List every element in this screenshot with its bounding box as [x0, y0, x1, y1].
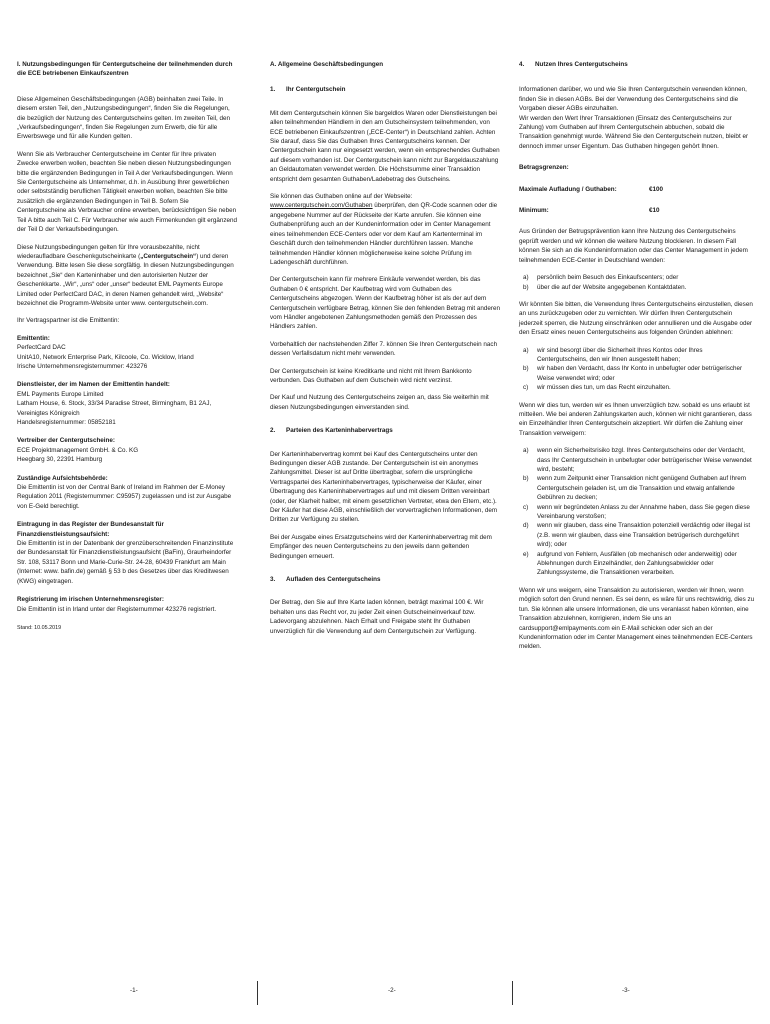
section-1-paragraph-2: Sie können das Guthaben online auf der Webseite: www.centergutschein.com/Guthaben überprüfen, den QR-Code scannen oder die angegebene Nummer auf der Rückseite der Karte anrufen. Sie können eine Guthabenprüfung auch an der Kundeninformation oder im Center Management eines teilnehmenden ECE-Centers oder vor dem Kauf am Kartenterminal im Geschäft durch den teilnehmenden Händler durchführen lassen. Manche teilnehmenden Händler können möglicherweise keine solche Prüfung im Ladengeschäft durchführen. [270, 193, 498, 266]
section-1-paragraph-3: Der Centergutschein kann für mehrere Einkäufe verwendet werden, bis das Guthaben 0 € entspricht. Der Kaufbetrag wird vom Guthaben des Centergutscheins abgezogen. Wenn der Kaufbetrag höher ist als der auf dem Centergutschein verfügbare Betrag, können Sie den fehlenden Betrag mit anderen vom Händler angebotenen Zahlungsmethoden gemäß den Prozessen des Händlers zahlen. [270, 276, 500, 331]
section-4-paragraph-1: Informationen darüber, wo und wie Sie Ihren Centergutschein verwenden können, finden Sie in diesen AGBs. Bei der Verwendung des Centergutscheins sind die Vorgaben dieser AGBs einzuhalten. Wir werden den Wert Ihrer Transaktionen (Einsatz des Centergutscheins zur Zahlung) vom Guthaben auf Ihrem Centergutschein abbuchen, sobald die Transaktion genehmigt wurde. Während Sie den Centergutschein nutzen, bleibt er dennoch immer unser Eigentum. Das Guthaben hingegen gehört Ihnen. [519, 86, 749, 150]
limit-min-label: Minimum: [519, 207, 549, 215]
heading-3: 3. Aufladen des Centergutscheins [270, 576, 381, 584]
partner-paragraph: Ihr Vertragspartner ist die Emittentin: [17, 317, 120, 325]
list-item: c) wenn wir begründeten Anlass zu der Annahme haben, dass Sie gegen diese Vereinbarung verstoßen; [523, 503, 750, 521]
section-4-paragraph-2: Aus Gründen der Betrugsprävention kann Ihre Nutzung des Centergutscheins geprüft werden und wir können die weitere Nutzung blockieren. In diesem Fall können Sie sich an die Kundeninformation oder das Center Management in jedem teilnehmenden ECE-Center in Deutschland wenden: [519, 228, 748, 264]
section-4-paragraph-5: Wenn wir uns weigern, eine Transaktion zu autorisieren, werden wir Ihnen, wenn möglich sofort den Grund nennen. Es sei denn, es wäre für uns rechtswidrig, dies zu tun. Sie können alle unsere Informationen, die uns veranlasst haben könnten, eine Transaktion abzulehnen, korrigieren, indem Sie uns an cardsupport@emlpayments.com ein E-Mail schicken oder sich an der Kundeninformation oder im Center Management eines teilnehmenden ECE-Centers melden. [519, 586, 755, 651]
registry-label: Registrierung im irischen Unternehmensregister: [17, 596, 164, 604]
document-title: I. Nutzungsbedingungen für Centergutscheine der teilnehmenden durch die ECE betriebenen Einkaufszentren [17, 61, 233, 78]
issuer-block [17, 334, 239, 372]
list-item: b) wenn zum Zeitpunkt einer Transaktion nicht genügend Guthaben auf Ihrem Centergutschein geladen ist, um die Transaktion und etwaig anfallende Gebühren zu decken; [523, 475, 746, 502]
limit-max-label: Maximale Aufladung / Guthaben: [519, 185, 617, 193]
service-provider-details: EML Payments Europe Limited Latham House, 6. Stock, 33/34 Paradise Street, Birmingham, B1 2AJ, Vereinigtes Königreich Handelsregisternummer: 05852181 [17, 390, 212, 426]
list-item: c) wir müssen dies tun, um das Recht einzuhalten. [523, 384, 671, 392]
section-1-paragraph-5: Der Centergutschein ist keine Kreditkarte und nicht mit Ihrem Bankkonto verbunden. Das Guthaben auf dem Gutschein wird nicht verzinst. [270, 367, 472, 384]
heading-2: 2. Parteien des Karteninhabervertrags [270, 427, 393, 435]
heading-4: 4. Nutzen Ihres Centergutscheins [519, 61, 628, 68]
distributor-details: ECE Projektmanagement GmbH. & Co. KG Heegbarg 30, 22391 Hamburg [17, 446, 139, 464]
consumer-paragraph: Wenn Sie als Verbraucher Centergutscheine im Center für Ihre privaten Zwecke erwerben wollen, beachten Sie neben diesen Nutzungsbedingungen bitte die ergänzenden Bedingungen in Teil A der Verkaufsbedingungen. Wenn Sie Centergutscheine als Unternehmer, d.h. in Ausübung Ihrer gewerblichen oder selbstständig beruflichen Tätigkeit erwerben wollen, beachten Sie bitte zusätzlich die ergänzenden Bedingungen in Teil B. Sofern Sie Centergutscheine als Verbraucher online erwerben, berücksichtigen Sie neben Teil A bitte auch Teil C. Für Verbraucher wie auch Firmenkunden gilt ergänzend der Teil D der Verkaufsbedingungen. [17, 150, 238, 234]
distributor-label: Vertreiber der Centergutscheine: [17, 437, 115, 445]
heading-1: 1. Ihr Centergutschein [270, 86, 346, 94]
section-2-paragraph-1: Der Karteninhabervertrag kommt bei Kauf des Centergutscheins unter den Bedingungen dieser AGB zustande. Der Centergutschein ist ein anonymes Zahlungsmittel. Dieser ist auf Dritte übertragbar, sofern die ursprüngliche Vertragspartei des Karteninhabervertrages, typischerweise der Käufer, einer Übertragung des Karteninhabervertrages auf und mit diesem Dritten vereinbart (oder, der Klarheit halber, mit einem gesetzlichen Vertreter, etwa den Eltern, etc.). Der Käufer hat diese AGB, einschließlich der vorvertraglichen Informationen, dem Dritten zur Verfügung zu stellen. [270, 450, 498, 524]
registry-block [17, 595, 239, 614]
refusal-reasons-list [519, 446, 755, 578]
service-provider-block [17, 380, 239, 427]
limit-max-value: €100 [649, 185, 664, 193]
limit-min-value: €10 [649, 207, 660, 215]
section-1-paragraph-6: Der Kauf und Nutzung des Centergutscheins zeigen an, dass Sie weiterhin mit diesen Nutzungsbedingungen einverstanden sind. [270, 394, 489, 411]
list-item: b) über die auf der Website angegebenen Kontaktdaten. [523, 283, 687, 291]
bafin-text: Die Emittentin ist in der Datenbank der grenzüberschreitenden Finanzinstitute der Bundesanstalt für Finanzdienstleistungsaufsicht (BaFin), Graurheindorfer Str. 108, 53117 Bonn und Marie-Curie-Str. 24-28, 60439 Frankfurt am Main (Internet: www. bafin.de) gemäß § 53 b des Gesetzes über das Kreditwesen (KWG) eingetragen. [17, 540, 234, 585]
column-2 [270, 60, 500, 644]
authority-label: Zuständige Aufsichtsbehörde: [17, 474, 108, 482]
contact-list [519, 273, 755, 292]
page-number-1: -1- [130, 987, 138, 994]
list-item: a) wir sind besorgt über die Sicherheit Ihres Kontos oder Ihres Centergutscheins, den wir Ihnen ausgestellt haben; [523, 346, 703, 363]
bafin-label: Eintragung in das Register der Bundesanstalt für Finanzdienstleistungsaufsicht: [17, 521, 164, 538]
scope-paragraph: Diese Nutzungsbedingungen gelten für Ihre vorausbezahlte, nicht wiederaufladbare Geschenkgutscheinkarte („Centergutschein“) und deren Verwendung. Bitte lesen Sie diese sorgfältig. In diesen Nutzungsbedingungen bezeichnet „Sie“ den Karteninhaber und den autorisierten Nutzer der Geschenkkarte. „Wir“, „uns“ oder „unser“ bedeutet EML Payments Europe Limited oder PerfectCard DAC, in deren Namen gehandelt wird, „Website“ bezeichnet die Programm-Website unter www. centergutschein.com. [17, 243, 234, 307]
block-reasons-list [519, 346, 755, 393]
authority-text: Die Emittentin ist von der Central Bank of Ireland im Rahmen der E-Money Regulation 2011 (Registernummer: C95957) zugelassen und ist zur Ausgabe von E-Geld berechtigt. [17, 484, 232, 510]
section-2-paragraph-2: Bei der Ausgabe eines Ersatzgutscheins wird der Karteninhabervertrag mit dem Empfänger des neuen Centergutscheins zu den jeweils dann geltenden Bedingungen erneuert. [270, 533, 492, 560]
page-number-2: -2- [388, 987, 396, 994]
page-divider [512, 981, 513, 1005]
list-item: e) aufgrund von Fehlern, Ausfällen (ob mechanisch oder anderweitig) oder Ablehnungen durch Einzelhändler, den Zahlungsabwickler oder Zahlungssysteme, die Transaktionen verarbeiten. [523, 550, 737, 577]
distributor-block [17, 436, 239, 464]
list-item: a) persönlich beim Besuch des Einkaufscenters; oder [523, 274, 679, 282]
page-number-3: -3- [622, 987, 630, 994]
list-item: a) wenn ein Sicherheitsrisiko bzgl. Ihres Centergutscheins oder der Verdacht, dass Ihr Centergutschein in unbefugter oder betrügerischer Weise verwendet wird, besteht; [523, 447, 752, 473]
issuer-details: PerfectCard DAC UnitA10, Network Enterprise Park, Kilcoole, Co. Wicklow, Irland Irische Unternehmensregisternummer: 423276 [17, 344, 194, 370]
issuer-label: Emittentin: [17, 334, 50, 342]
column-1 [17, 60, 239, 633]
page-divider [257, 981, 258, 1005]
section-4-paragraph-4: Wenn wir dies tun, werden wir es Ihnen unverzüglich bzw. sobald es uns erlaubt ist mitteilen. Wie bei anderen Zahlungskarten auch, können wir nicht garantieren, dass ein Einzelhändler Ihren Centergutschein akzeptiert. Wir dürfen die Zahlung einer Transaktion verweigern: [519, 401, 752, 437]
limit-max-row [519, 185, 755, 194]
section-1-paragraph-4: Vorbehaltlich der nachstehenden Ziffer 7. können Sie Ihren Centergutschein nach dessen Verfallsdatum nicht mehr verwenden. [270, 340, 498, 358]
document-date: Stand: 10.05.2019 [17, 624, 62, 631]
list-item: d) wenn wir glauben, dass eine Transaktion potenziell verdächtig oder illegal ist (z.B. wenn wir glauben, dass eine Transaktion betrügerisch durchgeführt wird); oder [523, 522, 751, 549]
list-item: b) wir haben den Verdacht, dass Ihr Konto in unbefugter oder betrügerischer Weise verwendet wird; oder [523, 365, 743, 382]
section-heading-a: A. Allgemeine Geschäftsbedingungen [270, 61, 384, 68]
section-3-paragraph-1: Der Betrag, den Sie auf Ihre Karte laden können, beträgt maximal 100 €. Wir behalten uns das Recht vor, zu jeder Zeit einen Gutscheineinverkauf bzw. Ladevorgang abzulehnen. Nach Erhalt und Freigabe steht Ihr Guthaben unverzüglich für die Verwendung auf dem Centergutschein zur Verfügung. [270, 599, 484, 635]
registry-text: Die Emittentin ist in Irland unter der Registernummer 423276 registriert. [17, 605, 217, 613]
bafin-block [17, 520, 239, 586]
intro-paragraph: Diese Allgemeinen Geschäftsbedingungen (AGB) beinhalten zwei Teile. In diesem ersten Teil, den „Nutzungsbedingungen“, finden Sie die Regelungen, die bezüglich der Nutzung des Centergutscheins gelten. Im zweiten Teil, den „Verkaufsbedingungen“, finden Sie Regelungen zum Erwerb, die für alle Erwerbswege und für alle Kunden gelten. [17, 95, 231, 141]
section-1-paragraph-1: Mit dem Centergutschein können Sie bargeldlos Waren oder Dienstleistungen bei allen teilnehmenden Händlern in den am Gutscheinsystem teilnehmenden, von ECE betriebenen Einkaufszentren („ECE-Center“) in Deutschland zahlen. Achten Sie darauf, dass Sie das Guthaben Ihres Centergutscheins kennen. Der Centergutschein kann nur eingesetzt werden, wenn ein entsprechendes Guthaben auf diesem vorhanden ist. Der Centergutschein kann nicht zur Bargeldauszahlung an Geldautomaten verwendet werden. Die Höchstsumme einer Transaktion entspricht dem gesamten Guthaben/Ladebetrag des Gutscheins. [270, 109, 500, 183]
column-3 [519, 60, 755, 660]
service-provider-label: Dienstleister, der im Namen der Emittentin handelt: [17, 381, 170, 389]
authority-block [17, 474, 239, 512]
balance-link[interactable]: www.centergutschein.com/Guthaben [270, 202, 373, 210]
section-4-paragraph-3: Wir könnten Sie bitten, die Verwendung Ihres Centergutscheins einzustellen, diesen an uns zurückzugeben oder zu vernichten. Wir dürfen Ihren Centergutschein jederzeit sperren, die Nutzung einschränken oder annullieren und die Ausgabe oder den Ersatz eines neuen Centergutscheins aus folgenden Gründen ablehnen: [519, 300, 753, 337]
limits-label: Betragsgrenzen: [519, 164, 569, 172]
limit-min-row [519, 206, 755, 215]
